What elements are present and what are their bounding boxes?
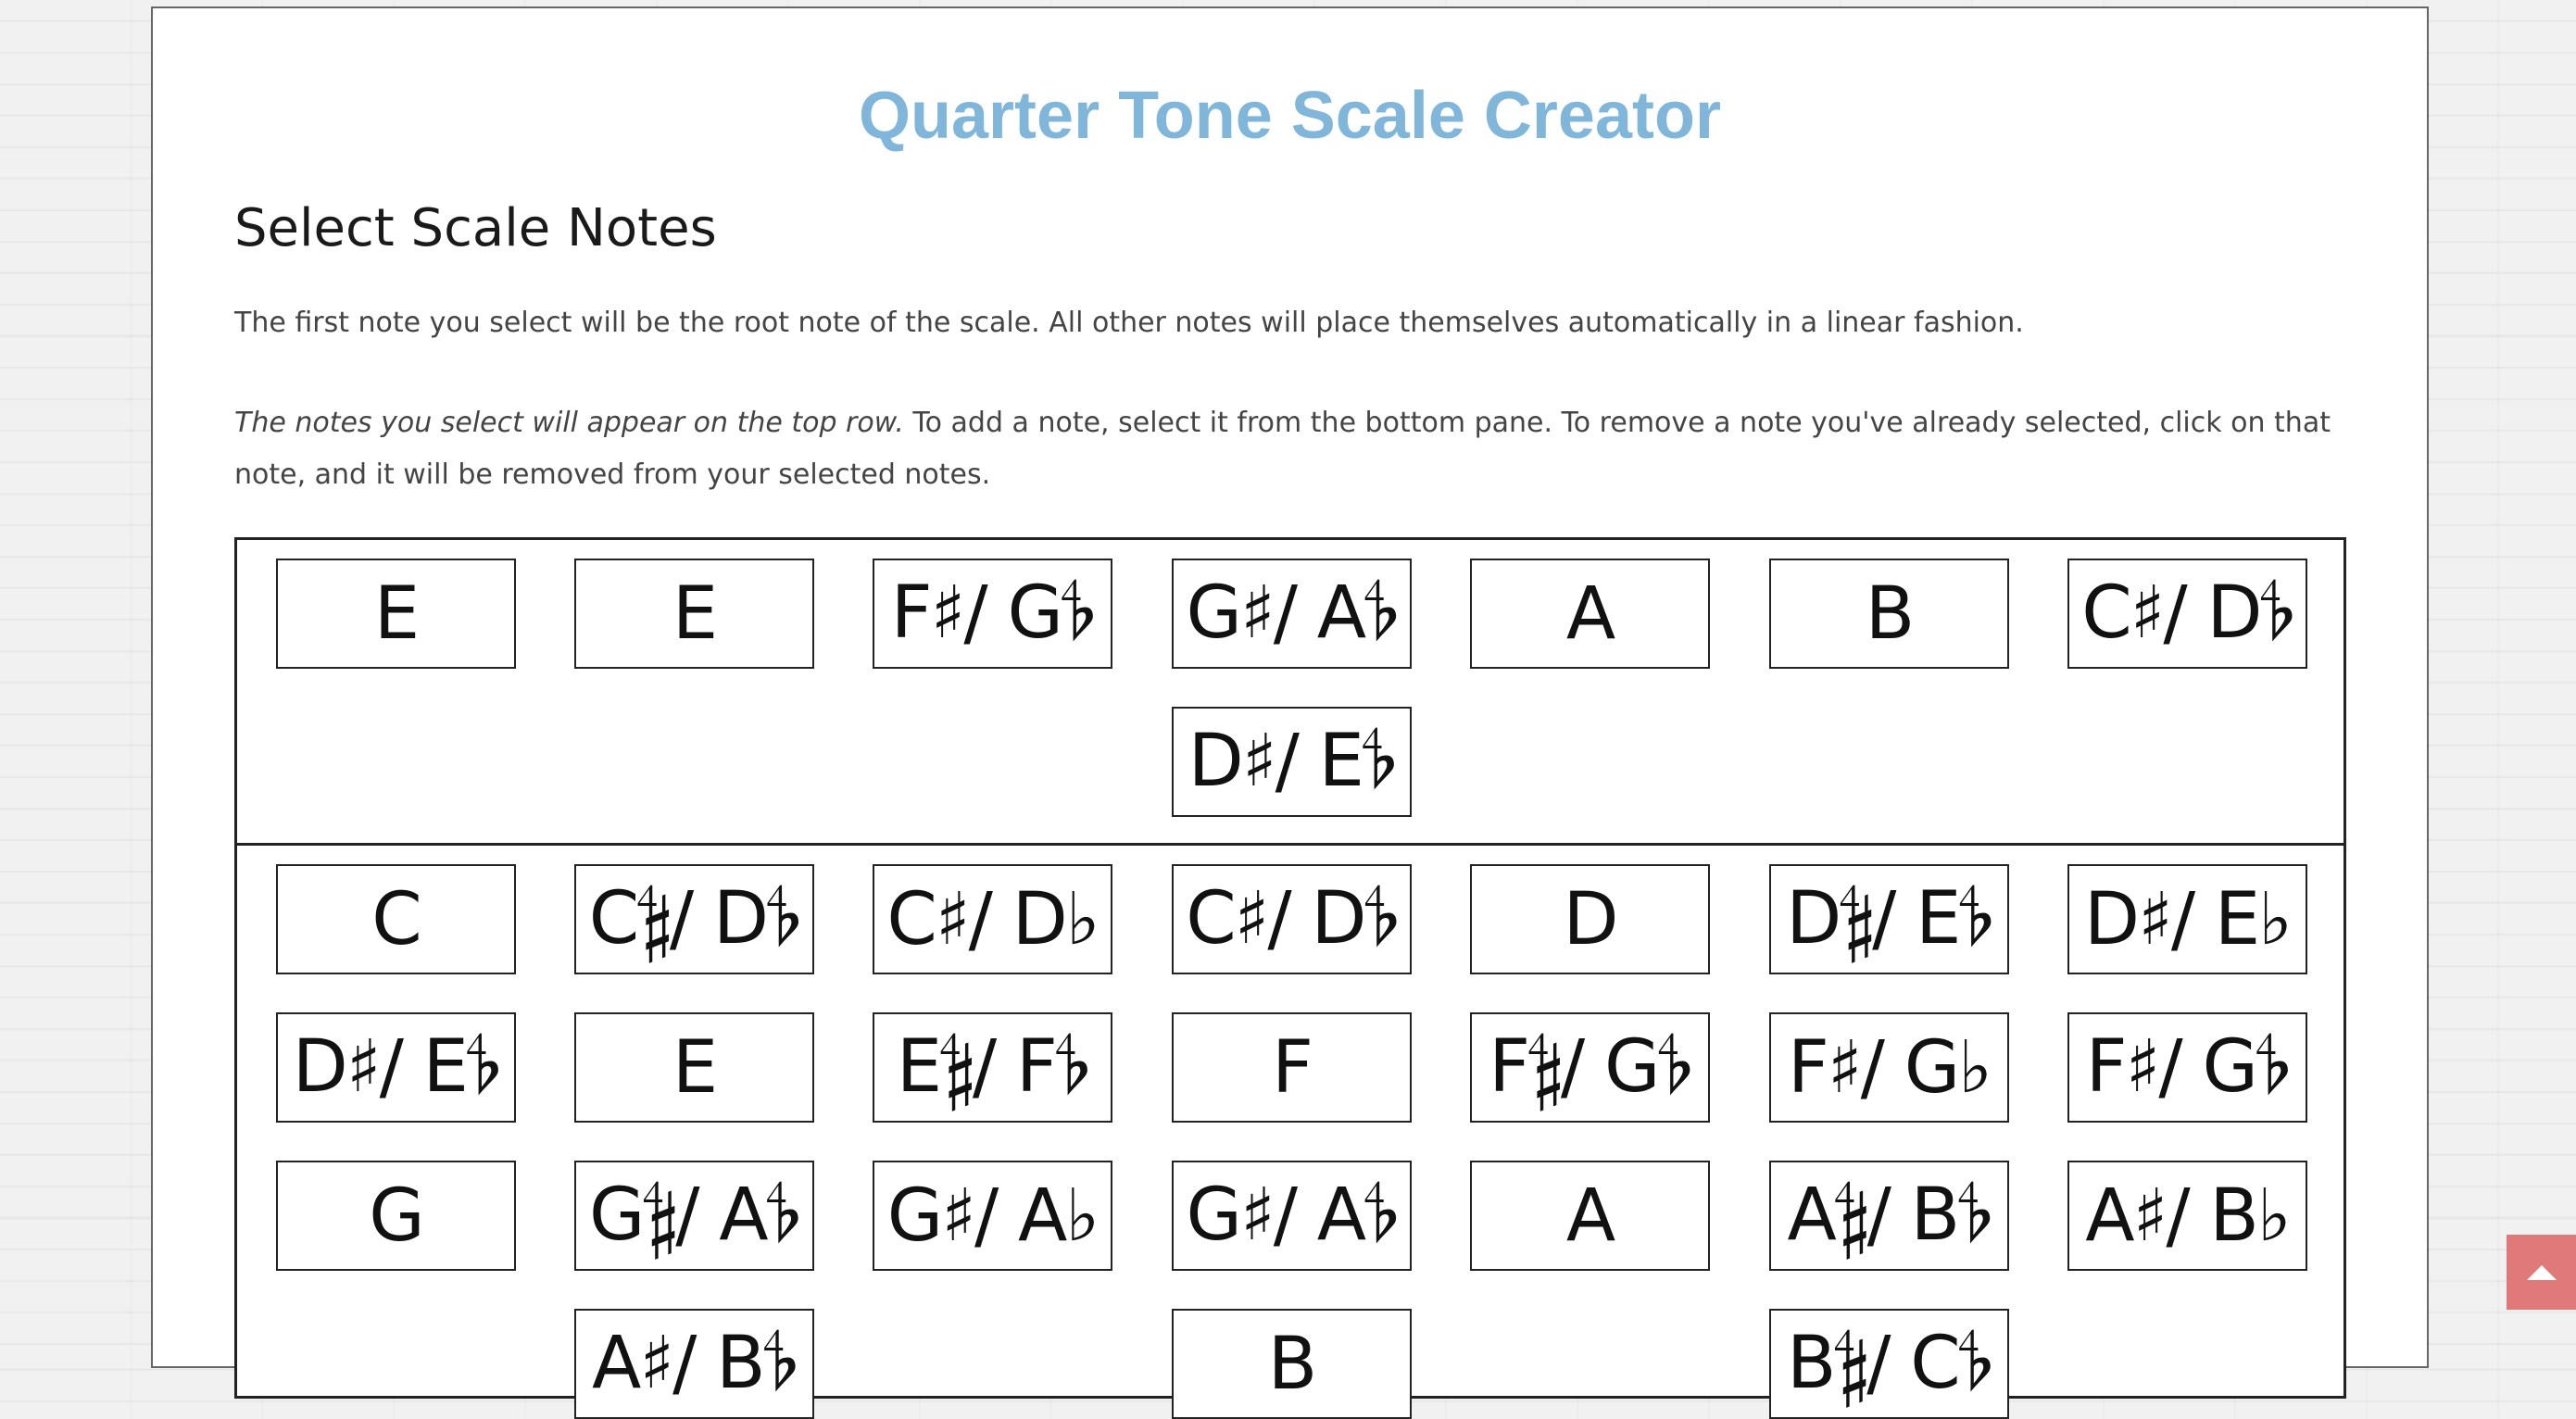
available-note-button[interactable]: D: [1470, 864, 1710, 974]
instructions-italic: The notes you select will appear on the top row.: [234, 407, 904, 439]
available-note-button[interactable]: G: [276, 1161, 516, 1271]
selected-note-button[interactable]: E: [574, 559, 814, 669]
available-notes-grid: [237, 846, 2344, 1406]
available-note-button[interactable]: D♯/ E𝄳: [276, 1012, 516, 1123]
available-note-button[interactable]: G♯/ A𝄳: [1172, 1161, 1412, 1271]
available-note-button[interactable]: A♯/ B𝄳: [574, 1309, 814, 1419]
available-note-button[interactable]: F: [1172, 1012, 1412, 1123]
available-note-button[interactable]: B𝄲/ C𝄳: [1769, 1309, 2009, 1419]
selected-notes-pane: [234, 537, 2346, 846]
page-title: Quarter Tone Scale Creator: [859, 79, 1721, 153]
available-note-button[interactable]: E: [574, 1012, 814, 1123]
main-card: [151, 6, 2429, 1406]
selected-note-button[interactable]: E: [276, 559, 516, 669]
available-note-button[interactable]: D𝄲/ E𝄳: [1769, 864, 2009, 974]
selected-note-button[interactable]: B: [1769, 559, 2009, 669]
available-note-button[interactable]: C𝄲/ D𝄳: [574, 864, 814, 974]
instructions-paragraph: [234, 397, 2345, 501]
selected-note-button[interactable]: C♯/ D𝄳: [2067, 559, 2307, 669]
section-heading: Select Scale Notes: [234, 198, 717, 258]
available-note-button[interactable]: C: [276, 864, 516, 974]
instructions-text: To add a note, select it from the bottom pane. To remove a note you've already selected, click on that note, and it will be removed from your selected notes.: [234, 407, 2331, 491]
selected-note-button[interactable]: G♯/ A𝄳: [1172, 559, 1412, 669]
available-note-button[interactable]: A♯/ B♭: [2067, 1161, 2307, 1271]
selected-note-button[interactable]: A: [1470, 559, 1710, 669]
available-note-button[interactable]: G𝄲/ A𝄳: [574, 1161, 814, 1271]
available-note-button[interactable]: G♯/ A♭: [873, 1161, 1112, 1271]
available-notes-pane: [234, 843, 2346, 1406]
available-note-button[interactable]: A𝄲/ B𝄳: [1769, 1161, 2009, 1271]
selected-note-button[interactable]: D♯/ E𝄳: [1172, 707, 1412, 817]
available-note-button[interactable]: C♯/ D𝄳: [1172, 864, 1412, 974]
intro-paragraph: The first note you select will be the root note of the scale. All other notes will place themselves automatically in a linear fashion.: [234, 307, 2024, 339]
available-note-button[interactable]: C♯/ D♭: [873, 864, 1112, 974]
available-note-button[interactable]: D♯/ E♭: [2067, 864, 2307, 974]
available-note-button[interactable]: A: [1470, 1161, 1710, 1271]
available-note-button[interactable]: B: [1172, 1309, 1412, 1419]
arrow-up-icon: [2527, 1265, 2557, 1280]
selected-note-button[interactable]: F♯/ G𝄳: [873, 559, 1112, 669]
available-note-button[interactable]: F𝄲/ G𝄳: [1470, 1012, 1710, 1123]
available-note-button[interactable]: E𝄲/ F𝄳: [873, 1012, 1112, 1123]
selected-notes-grid: [237, 540, 2344, 843]
available-note-button[interactable]: F♯/ G𝄳: [2067, 1012, 2307, 1123]
scroll-to-top-button[interactable]: [2507, 1235, 2576, 1310]
available-note-button[interactable]: F♯/ G♭: [1769, 1012, 2009, 1123]
